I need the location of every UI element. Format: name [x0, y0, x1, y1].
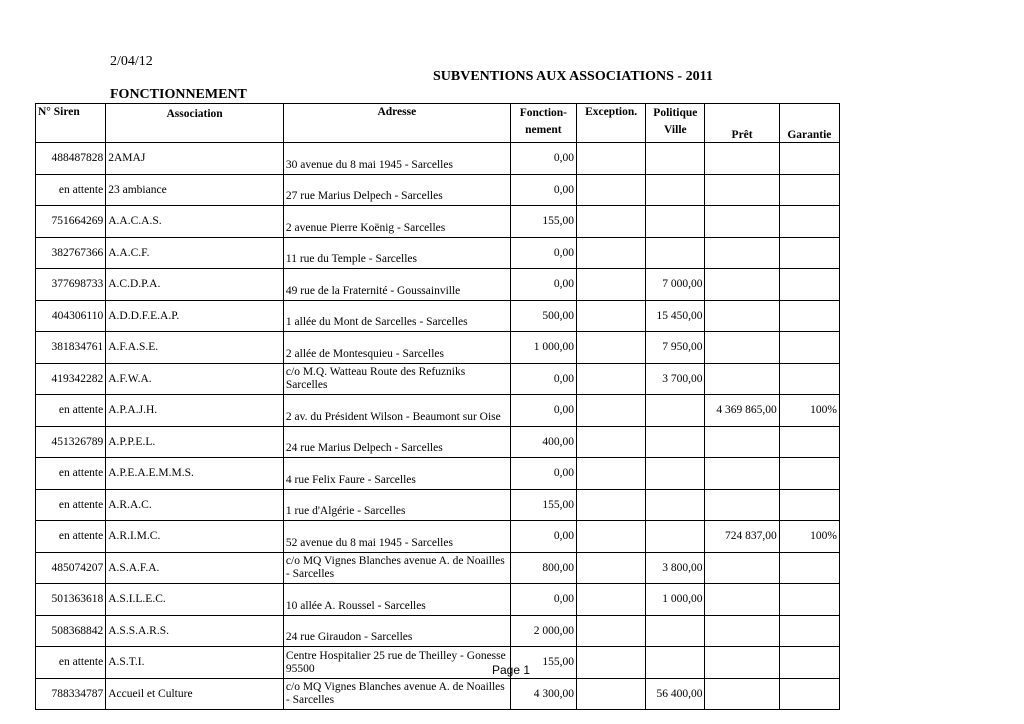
cell-association: A.F.W.A. [106, 363, 284, 395]
cell-exception [576, 143, 645, 175]
cell-exception [576, 174, 645, 206]
cell-adresse: 4 rue Felix Faure - Sarcelles [283, 458, 510, 490]
cell-politique-ville [646, 237, 705, 269]
header-association: Association [106, 104, 284, 143]
cell-fonctionnement: 155,00 [510, 489, 576, 521]
cell-pret [705, 489, 779, 521]
cell-association: A.D.D.F.E.A.P. [106, 300, 284, 332]
cell-politique-ville: 7 950,00 [646, 332, 705, 364]
cell-fonctionnement: 0,00 [510, 458, 576, 490]
header-pret: Prêt [705, 104, 779, 143]
cell-adresse: 2 avenue Pierre Koënig - Sarcelles [283, 206, 510, 238]
cell-siren: en attente [36, 489, 106, 521]
cell-politique-ville [646, 143, 705, 175]
document-date: 2/04/12 [110, 54, 153, 69]
cell-garantie [779, 143, 839, 175]
cell-siren: 404306110 [36, 300, 106, 332]
cell-siren: 788334787 [36, 678, 106, 710]
cell-siren: 508368842 [36, 615, 106, 647]
cell-fonctionnement: 500,00 [510, 300, 576, 332]
table-row [36, 678, 840, 710]
table-row [36, 489, 840, 521]
cell-politique-ville [646, 615, 705, 647]
cell-fonctionnement: 0,00 [510, 174, 576, 206]
cell-siren: 485074207 [36, 552, 106, 584]
cell-siren: en attente [36, 395, 106, 427]
cell-siren: 751664269 [36, 206, 106, 238]
header-garantie: Garantie [779, 104, 839, 143]
cell-association: A.A.C.F. [106, 237, 284, 269]
cell-garantie [779, 174, 839, 206]
cell-pret [705, 615, 779, 647]
cell-association: A.P.E.A.E.M.M.S. [106, 458, 284, 490]
document-title: SUBVENTIONS AUX ASSOCIATIONS - 2011 [433, 69, 713, 84]
cell-adresse: c/o M.Q. Watteau Route des Refuzniks Sarcelles [283, 363, 510, 395]
cell-garantie [779, 332, 839, 364]
cell-siren: 382767366 [36, 237, 106, 269]
cell-pret [705, 552, 779, 584]
cell-adresse: 2 allée de Montesquieu - Sarcelles [283, 332, 510, 364]
subsidies-table [35, 103, 840, 710]
cell-association: A.A.C.A.S. [106, 206, 284, 238]
cell-adresse: 1 allée du Mont de Sarcelles - Sarcelles [283, 300, 510, 332]
cell-siren: en attente [36, 174, 106, 206]
cell-fonctionnement: 0,00 [510, 395, 576, 427]
cell-fonctionnement: 400,00 [510, 426, 576, 458]
table-row [36, 206, 840, 238]
page-number: Page 1 [492, 663, 531, 677]
table-row [36, 647, 840, 679]
cell-exception [576, 269, 645, 301]
cell-exception [576, 363, 645, 395]
cell-pret [705, 647, 779, 679]
cell-pret [705, 269, 779, 301]
table-row [36, 363, 840, 395]
cell-association: A.S.T.I. [106, 647, 284, 679]
cell-pret [705, 237, 779, 269]
header-politique-line1: Politique [653, 107, 698, 119]
cell-pret: 724 837,00 [705, 521, 779, 553]
cell-siren: en attente [36, 647, 106, 679]
cell-garantie [779, 615, 839, 647]
cell-association: A.S.A.F.A. [106, 552, 284, 584]
cell-siren: en attente [36, 521, 106, 553]
cell-association: A.C.D.P.A. [106, 269, 284, 301]
cell-pret: 4 369 865,00 [705, 395, 779, 427]
cell-pret [705, 143, 779, 175]
cell-exception [576, 206, 645, 238]
header-siren: N° Siren [36, 104, 106, 143]
cell-adresse: 11 rue du Temple - Sarcelles [283, 237, 510, 269]
cell-fonctionnement: 800,00 [510, 552, 576, 584]
cell-fonctionnement: 1 000,00 [510, 332, 576, 364]
cell-adresse: 49 rue de la Fraternité - Goussainville [283, 269, 510, 301]
cell-politique-ville [646, 489, 705, 521]
cell-pret [705, 332, 779, 364]
cell-siren: 419342282 [36, 363, 106, 395]
cell-siren: 451326789 [36, 426, 106, 458]
table-row [36, 332, 840, 364]
table-row [36, 584, 840, 616]
cell-politique-ville [646, 174, 705, 206]
cell-exception [576, 584, 645, 616]
cell-politique-ville: 15 450,00 [646, 300, 705, 332]
cell-garantie: 100% [779, 521, 839, 553]
cell-adresse: 30 avenue du 8 mai 1945 - Sarcelles [283, 143, 510, 175]
cell-pret [705, 584, 779, 616]
section-title: FONCTIONNEMENT [110, 87, 247, 102]
cell-garantie: 100% [779, 395, 839, 427]
cell-garantie [779, 426, 839, 458]
cell-association: A.S.S.A.R.S. [106, 615, 284, 647]
cell-exception [576, 300, 645, 332]
cell-garantie [779, 552, 839, 584]
table-row [36, 143, 840, 175]
cell-politique-ville [646, 426, 705, 458]
cell-siren: 488487828 [36, 143, 106, 175]
cell-garantie [779, 300, 839, 332]
cell-politique-ville [646, 521, 705, 553]
cell-garantie [779, 237, 839, 269]
cell-politique-ville: 7 000,00 [646, 269, 705, 301]
cell-exception [576, 615, 645, 647]
cell-association: Accueil et Culture [106, 678, 284, 710]
cell-garantie [779, 584, 839, 616]
cell-politique-ville [646, 206, 705, 238]
cell-fonctionnement: 0,00 [510, 237, 576, 269]
header-fonctionnement [510, 104, 576, 143]
header-politique-line2: Ville [664, 124, 687, 136]
cell-pret [705, 363, 779, 395]
cell-exception [576, 458, 645, 490]
cell-fonctionnement: 0,00 [510, 521, 576, 553]
cell-exception [576, 552, 645, 584]
header-politique-ville [646, 104, 705, 143]
cell-adresse: c/o MQ Vignes Blanches avenue A. de Noailles - Sarcelles [283, 678, 510, 710]
table-row [36, 395, 840, 427]
table-row [36, 269, 840, 301]
cell-pret [705, 678, 779, 710]
cell-exception [576, 678, 645, 710]
cell-fonctionnement: 155,00 [510, 206, 576, 238]
cell-politique-ville [646, 395, 705, 427]
cell-adresse: 1 rue d'Algérie - Sarcelles [283, 489, 510, 521]
cell-garantie [779, 206, 839, 238]
cell-association: A.P.A.J.H. [106, 395, 284, 427]
cell-fonctionnement: 0,00 [510, 363, 576, 395]
header-fonctionnement-line2: nement [525, 124, 562, 136]
cell-association: A.P.P.E.L. [106, 426, 284, 458]
table-header-row [36, 104, 840, 143]
cell-garantie [779, 678, 839, 710]
header-adresse: Adresse [283, 104, 510, 143]
cell-exception [576, 647, 645, 679]
table-row [36, 521, 840, 553]
cell-fonctionnement: 155,00 [510, 647, 576, 679]
cell-garantie [779, 647, 839, 679]
cell-politique-ville: 56 400,00 [646, 678, 705, 710]
table-row [36, 174, 840, 206]
cell-exception [576, 395, 645, 427]
cell-adresse: 27 rue Marius Delpech - Sarcelles [283, 174, 510, 206]
cell-politique-ville: 3 700,00 [646, 363, 705, 395]
cell-politique-ville: 1 000,00 [646, 584, 705, 616]
cell-fonctionnement: 4 300,00 [510, 678, 576, 710]
cell-adresse: 24 rue Giraudon - Sarcelles [283, 615, 510, 647]
cell-exception [576, 426, 645, 458]
cell-garantie [779, 269, 839, 301]
cell-adresse: 52 avenue du 8 mai 1945 - Sarcelles [283, 521, 510, 553]
cell-pret [705, 458, 779, 490]
cell-siren: 501363618 [36, 584, 106, 616]
cell-association: 23 ambiance [106, 174, 284, 206]
cell-garantie [779, 489, 839, 521]
table-row [36, 237, 840, 269]
cell-fonctionnement: 2 000,00 [510, 615, 576, 647]
cell-fonctionnement: 0,00 [510, 269, 576, 301]
cell-politique-ville: 3 800,00 [646, 552, 705, 584]
cell-association: A.R.I.M.C. [106, 521, 284, 553]
cell-association: A.R.A.C. [106, 489, 284, 521]
cell-exception [576, 489, 645, 521]
table-row [36, 458, 840, 490]
cell-adresse: 10 allée A. Roussel - Sarcelles [283, 584, 510, 616]
cell-politique-ville [646, 458, 705, 490]
cell-association: A.S.I.L.E.C. [106, 584, 284, 616]
cell-garantie [779, 363, 839, 395]
table-row [36, 615, 840, 647]
cell-exception [576, 237, 645, 269]
cell-adresse: 2 av. du Président Wilson - Beaumont sur Oise [283, 395, 510, 427]
cell-association: 2AMAJ [106, 143, 284, 175]
cell-pret [705, 426, 779, 458]
cell-siren: en attente [36, 458, 106, 490]
cell-adresse: c/o MQ Vignes Blanches avenue A. de Noailles - Sarcelles [283, 552, 510, 584]
cell-pret [705, 206, 779, 238]
header-exception: Exception. [576, 104, 645, 143]
table-row [36, 552, 840, 584]
cell-garantie [779, 458, 839, 490]
cell-pret [705, 300, 779, 332]
cell-adresse: 24 rue Marius Delpech - Sarcelles [283, 426, 510, 458]
cell-siren: 377698733 [36, 269, 106, 301]
cell-fonctionnement: 0,00 [510, 143, 576, 175]
cell-politique-ville [646, 647, 705, 679]
cell-exception [576, 332, 645, 364]
cell-association: A.F.A.S.E. [106, 332, 284, 364]
table-row [36, 426, 840, 458]
header-fonctionnement-line1: Fonction- [519, 107, 567, 119]
cell-exception [576, 521, 645, 553]
table-row [36, 300, 840, 332]
cell-pret [705, 174, 779, 206]
cell-siren: 381834761 [36, 332, 106, 364]
cell-fonctionnement: 0,00 [510, 584, 576, 616]
cell-adresse: Centre Hospitalier 25 rue de Theilley - Gonesse 95500 [283, 647, 510, 679]
